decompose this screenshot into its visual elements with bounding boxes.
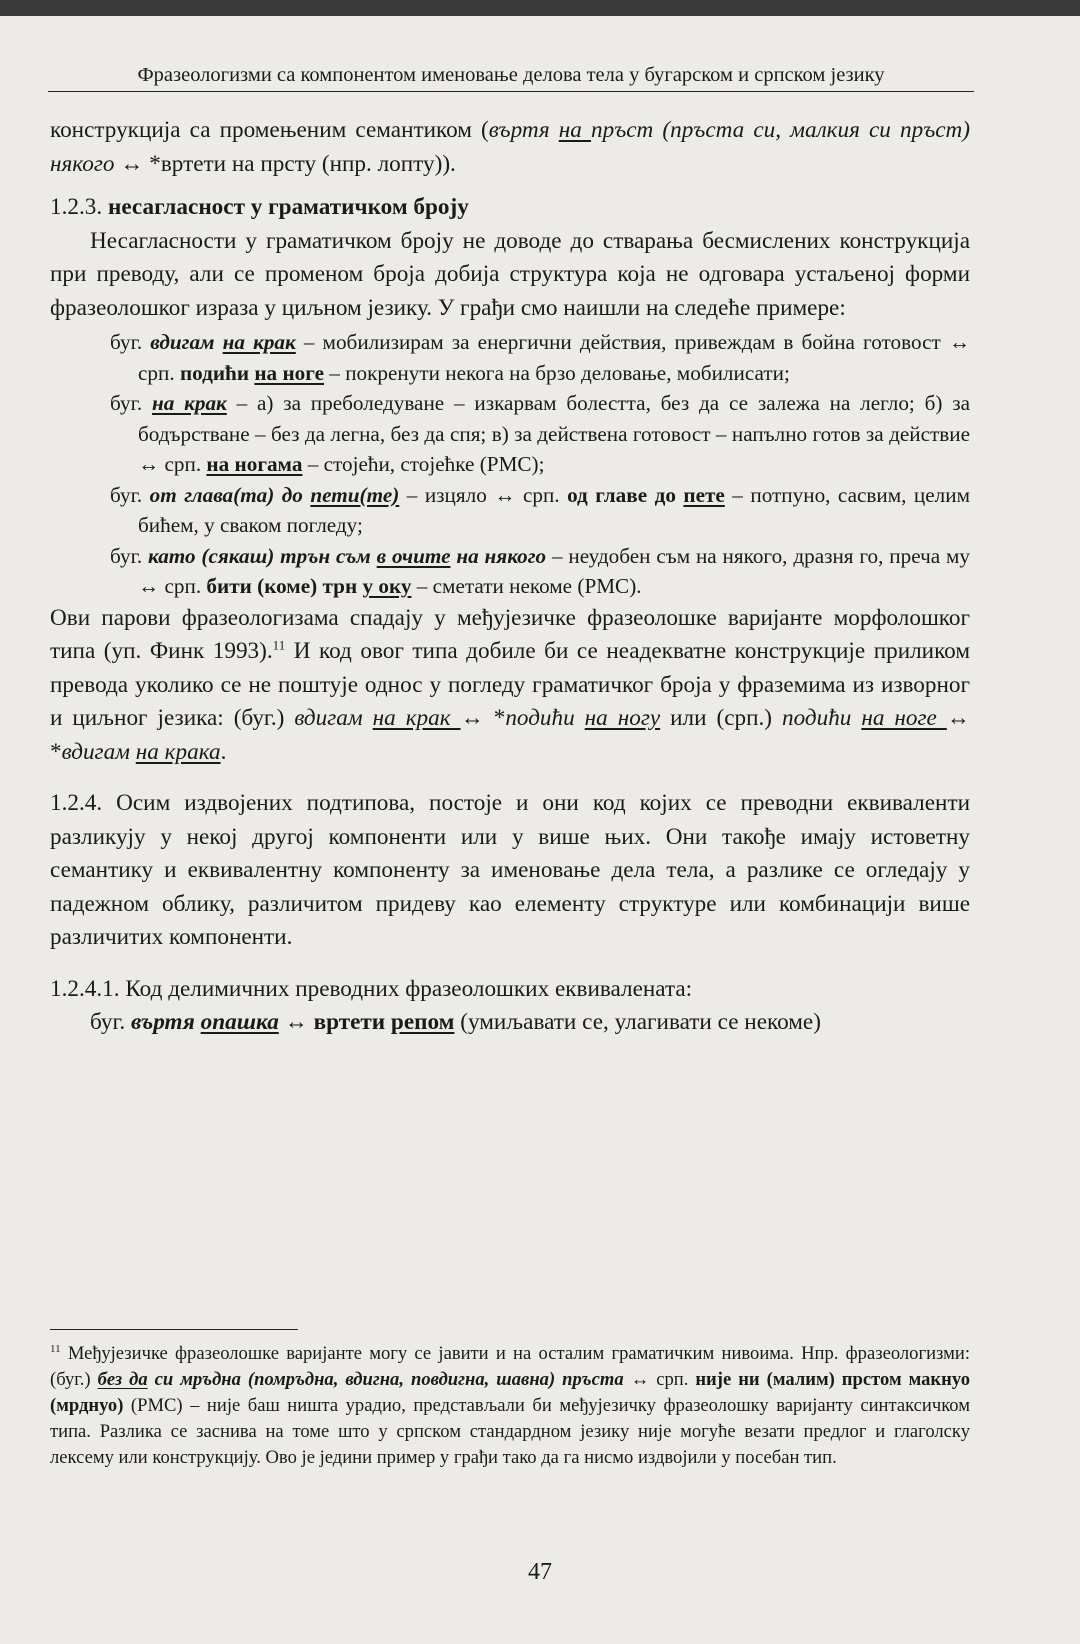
page-number: 47 bbox=[528, 1559, 552, 1585]
header-rule bbox=[48, 91, 974, 92]
example-list bbox=[50, 327, 970, 602]
example-item: буг. от глава(та) до пети(те) – изцяло ↔ срп. од главе до пете – потпуно, сасвим, целим бићем, у сваком погледу; bbox=[110, 482, 970, 537]
example-item: буг. вдигам на крак – мобилизирам за енергични действия, привеждам в бойна готовост ↔ срп. подићи на ноге – покренути некога на брзо деловање, мобилисати; bbox=[110, 330, 971, 385]
paragraph: 1.2.4.1. Код делимичних преводних фразеолошких еквивалената: bbox=[50, 975, 693, 1002]
example-item: буг. като (сякаш) трън съм в очите на някого – неудобен съм на някого, дразня го, преча му ↔ срп. бити (коме) трн у оку – сметати некоме (РМС). bbox=[110, 543, 970, 598]
example-item: буг. на крак – а) за преболедуване – изкарвам болестта, без да се залежа на легло; б) за бодърстване – без да легна, без да спя; в) за действена готовост – напълно готов за действие ↔ срп. на ногама – стојећи, стојећке (РМС); bbox=[110, 391, 970, 476]
scan-border bbox=[0, 0, 1080, 16]
paragraph-continuation: конструкција са промењеним семантиком (въртя на пръст (пръста си, малкия си пръст) някого ↔ *вртети на прсту (нпр. лопту)). bbox=[50, 117, 971, 177]
paragraph: Ови парови фразеологизама спадају у међујезичке фразеолошке варијанте морфолошког типа (уп. Финк 1993).$^{11}$ И код овог типа добиле би се неадекватне конструкције приликом превода уколико се не поштује однос у погледу граматичког броја у фраземима из изворног и циљног језика: (буг.) вдигам на крак ↔ *подићи на ногу или (срп.) подићи на ноге ↔ *вдигам на крака. bbox=[50, 604, 970, 765]
footnote-ref[interactable]: 11 bbox=[272, 637, 286, 653]
running-header: Фразеологизми са компонентом именовање делова тела у бугарском и српском језику bbox=[137, 64, 885, 86]
body-text bbox=[50, 114, 970, 1040]
footnote: $^{11}$ Међујезичке фразеолошке варијанте могу се јавити и на осталим граматичким нивоима. Нпр. фразеологизми: (буг.) без да си мръдна (помръдна, вдигна, повдигна, шавна) пръста ↔ срп. није ни (малим) прстом макнуо (мрднуо) (РМС) – није баш ништа урадио, представљали би међујезичку фразеолошку варијанту синтаксичком типа. Разлика се заснива на томе што у српском стандардном језику није могуће везати предлог и глаголску лексему или конструкцију. Ово је једини пример у грађи тако да га нисмо издвојили у посебан тип. bbox=[50, 1342, 970, 1468]
footnote-rule bbox=[50, 1329, 298, 1330]
footnote-number: 11 bbox=[50, 1342, 61, 1355]
paragraph: 1.2.4. Осим издвојених подтипова, постоје и они код којих се преводни еквиваленти разликују у некој другој компоненти или у више њих. Они такође имају истоветну семантику и еквивалентну компоненту за именовање дела тела, а разлике се огледају у падежном облику, различитом придеву као елементу структуре или комбинацији више различитих компоненти. bbox=[50, 790, 970, 950]
section-heading: 1.2.3. несагласност у граматичком броју bbox=[50, 194, 469, 220]
paragraph: Несагласности у граматичком броју не доводе до стварања бесмислених конструкција при преводу, али се променом броја добија структура која не одговара устаљеној форми фразеолошког израза у циљном језику. У грађи смо наишли на следеће примере: bbox=[50, 227, 970, 321]
example-item: буг. въртя опашка ↔ вртети репом (умиљавати се, улагивати се некоме) bbox=[90, 1009, 821, 1035]
